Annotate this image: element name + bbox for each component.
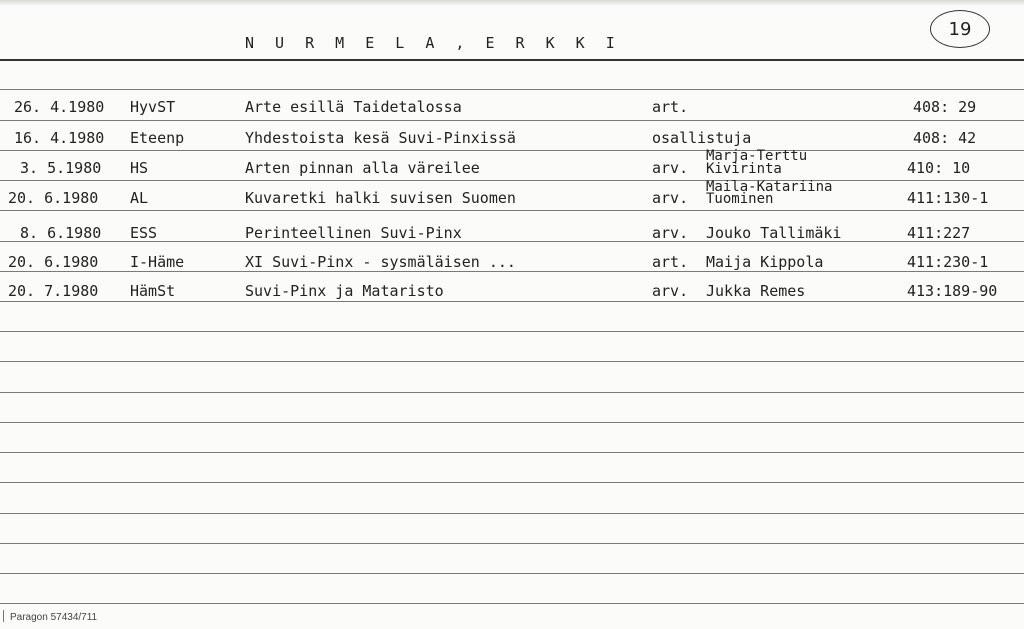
ruled-line	[0, 603, 1024, 604]
ruled-line	[0, 482, 1024, 483]
entry-reference: 408: 42	[913, 129, 977, 147]
entry-role: arv.	[652, 189, 689, 207]
entry-source: AL	[130, 189, 149, 207]
entry-reference: 413:189-90	[907, 282, 998, 300]
card-title: N U R M E L A , E R K K I	[245, 34, 621, 52]
entry-author: Jouko Tallimäki	[706, 224, 842, 242]
entry-role: arv.	[652, 159, 689, 177]
entry-title: Perinteellinen Suvi-Pinx	[245, 224, 462, 242]
entry-title: Arte esillä Taidetalossa	[245, 98, 462, 116]
entry-author-first: Maila-Katariina	[706, 179, 833, 195]
entry-date: 20. 7.1980	[8, 282, 99, 300]
ruled-line	[0, 301, 1024, 302]
entry-author: Jukka Remes	[706, 282, 806, 300]
entry-date: 16. 4.1980	[14, 129, 105, 147]
ruled-line	[0, 392, 1024, 393]
entry-source: I-Häme	[130, 253, 185, 271]
card-number-circle	[930, 10, 990, 48]
ruled-line	[0, 543, 1024, 544]
ruled-line	[0, 513, 1024, 514]
entry-title: Arten pinnan alla väreilee	[245, 159, 480, 177]
entry-role: art.	[652, 98, 689, 116]
ruled-line	[0, 271, 1024, 272]
entry-role: arv.	[652, 282, 689, 300]
entry-title: Kuvaretki halki suvisen Suomen	[245, 189, 516, 207]
header-rule	[0, 59, 1024, 61]
entry-title: XI Suvi-Pinx - sysmäläisen ...	[245, 253, 516, 271]
ruled-line	[0, 150, 1024, 151]
entry-source: HämSt	[130, 282, 176, 300]
ruled-line	[0, 331, 1024, 332]
entry-reference: 411:130-1	[907, 189, 989, 207]
entry-reference: 411:230-1	[907, 253, 989, 271]
entry-date: 8. 6.1980	[20, 224, 102, 242]
entry-reference: 408: 29	[913, 98, 977, 116]
entry-date: 20. 6.1980	[8, 189, 99, 207]
ruled-line	[0, 452, 1024, 453]
entry-author-last: Kivirinta	[706, 161, 782, 177]
ruled-line	[0, 120, 1024, 121]
entry-source: HyvST	[130, 98, 176, 116]
entry-source: HS	[130, 159, 149, 177]
entry-title: Suvi-Pinx ja Mataristo	[245, 282, 444, 300]
entry-reference: 411:227	[907, 224, 971, 242]
entry-role: art.	[652, 253, 689, 271]
ruled-line	[0, 361, 1024, 362]
entry-title: Yhdestoista kesä Suvi-Pinxissä	[245, 129, 516, 147]
ruled-line	[0, 573, 1024, 574]
card-top-edge	[0, 0, 1024, 6]
footer-margin-mark	[3, 610, 4, 622]
entry-date: 26. 4.1980	[14, 98, 105, 116]
entry-source: ESS	[130, 224, 158, 242]
ruled-line	[0, 89, 1024, 90]
ruled-line	[0, 180, 1024, 181]
entry-date: 3. 5.1980	[20, 159, 102, 177]
entry-reference: 410: 10	[907, 159, 971, 177]
ruled-line	[0, 210, 1024, 211]
entry-source: Eteenp	[130, 129, 185, 147]
entry-author-first: Marja-Terttu	[706, 148, 808, 164]
entry-role: osallistuja	[652, 129, 752, 147]
card-number: 19	[948, 18, 972, 40]
entry-author: Maija Kippola	[706, 253, 824, 271]
ruled-line	[0, 422, 1024, 423]
entry-author-last: Tuominen	[706, 191, 774, 207]
entry-role: arv.	[652, 224, 689, 242]
printer-imprint: Paragon 57434/711	[10, 612, 98, 623]
entry-date: 20. 6.1980	[8, 253, 99, 271]
